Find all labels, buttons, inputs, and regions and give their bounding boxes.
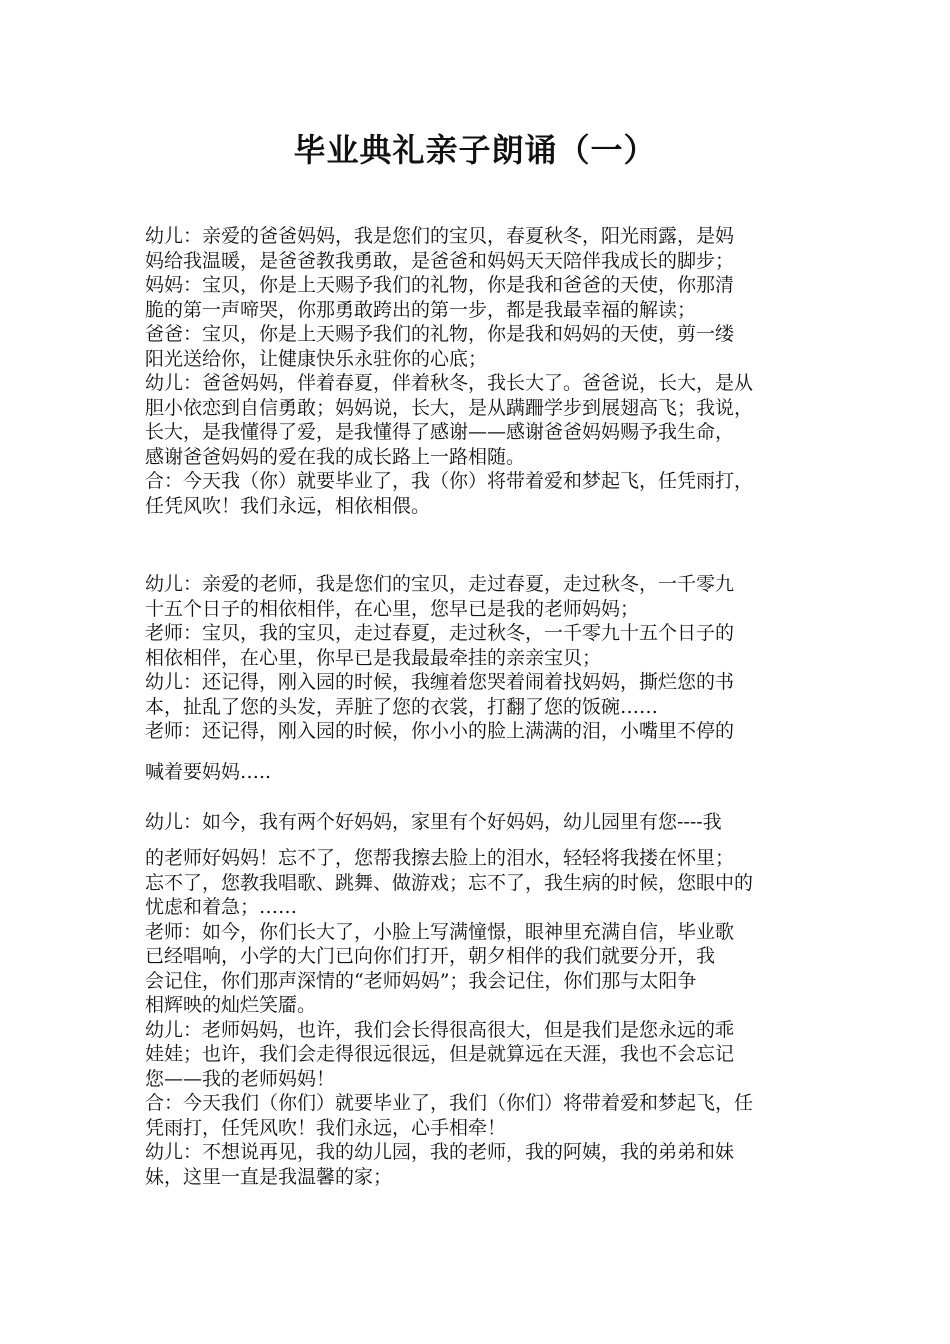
text-line: 幼儿：老师妈妈，也许，我们会长得很高很大，但是我们是您永远的乖	[145, 1018, 735, 1041]
text-line: 十五个日子的相依相伴，在心里，您早已是我的老师妈妈；	[145, 597, 640, 620]
text-line: 阳光送给你，让健康快乐永驻你的心底；	[145, 347, 488, 370]
text-line: 合：今天我们（你们）就要毕业了，我们（你们）将带着爱和梦起飞，任	[145, 1092, 754, 1114]
text-line: 爸爸：宝贝，你是上天赐予我们的礼物，你是我和妈妈的天使，剪一缕	[145, 323, 735, 345]
text-line: 娃娃；也许，我们会走得很远很远，但是就算远在天涯，我也不会忘记	[145, 1043, 735, 1065]
text-line: 脆的第一声啼哭，你那勇敢跨出的第一步，都是我最幸福的解读；	[145, 298, 697, 321]
text-line: 妈妈：宝贝，你是上天赐予我们的礼物，你是我和爸爸的天使，你那清	[145, 274, 735, 296]
text-line: 相辉映的灿烂笑靥。	[145, 994, 317, 1016]
text-line: 已经唱响，小学的大门已向你们打开，朝夕相伴的我们就要分开，我	[145, 945, 716, 967]
text-line: 相依相伴，在心里，你早已是我最最牵挂的亲亲宝贝；	[145, 646, 602, 669]
paragraph-section-3	[145, 846, 815, 1189]
text-line: 任凭风吹！我们永远，相依相偎。	[145, 494, 431, 517]
text-line: 幼儿：还记得，刚入园的时候，我缠着您哭着闹着找妈妈，撕烂您的书	[145, 671, 735, 693]
text-line: 凭雨打，任凭风吹！我们永远，心手相牵！	[145, 1116, 507, 1139]
text-line: 老师：还记得，刚入园的时候，你小小的脸上满满的泪，小嘴里不停的	[145, 720, 735, 742]
text-line: 幼儿：亲爱的老师，我是您们的宝贝，走过春夏，走过秋冬，一千零九	[145, 573, 735, 595]
text-line: 合：今天我（你）就要毕业了，我（你）将带着爱和梦起飞，任凭雨打，	[145, 470, 754, 492]
text-line: 忧虑和着急；……	[145, 896, 298, 918]
text-line: 感谢爸爸妈妈的爱在我的成长路上一路相随。	[145, 445, 526, 468]
text-line: 幼儿：亲爱的爸爸妈妈，我是您们的宝贝，春夏秋冬，阳光雨露，是妈	[145, 225, 735, 247]
text-line: 胆小依恋到自信勇敢；妈妈说，长大，是从蹒跚学步到展翅高飞；我说，	[145, 396, 754, 419]
text-line: 老师：宝贝，我的宝贝，走过春夏，走过秋冬，一千零九十五个日子的	[145, 622, 735, 644]
text-line: 本，扯乱了您的头发，弄脏了您的衣裳，打翻了您的饭碗……	[145, 695, 659, 718]
text-line: 的老师好妈妈！忘不了，您帮我擦去脸上的泪水，轻轻将我搂在怀里；	[145, 847, 735, 869]
paragraph-section-3-first	[145, 810, 815, 835]
text-line: 长大，是我懂得了爱，是我懂得了感谢——感谢爸爸妈妈赐予我生命，	[145, 421, 735, 443]
text-line: 幼儿：爸爸妈妈，伴着春夏，伴着秋冬，我长大了。爸爸说，长大，是从	[145, 372, 754, 394]
paragraph-section-1	[145, 224, 815, 518]
document-title: 毕业典礼亲子朗诵（一）	[293, 131, 657, 169]
text-line: 喊着要妈妈…..	[145, 761, 272, 783]
text-line: 老师：如今，你们长大了，小脸上写满憧憬，眼神里充满自信，毕业歌	[145, 920, 735, 943]
text-line: 忘不了，您教我唱歌、跳舞、做游戏；忘不了，我生病的时候，您眼中的	[145, 871, 754, 894]
paragraph-section-2	[145, 572, 815, 744]
text-line: 妈给我温暖，是爸爸教我勇敢，是爸爸和妈妈天天陪伴我成长的脚步；	[145, 249, 735, 272]
text-line: 幼儿：如今，我有两个好妈妈，家里有个好妈妈，幼儿园里有您----我	[145, 811, 722, 833]
paragraph-section-2-tail	[145, 760, 815, 785]
text-line: 妹，这里一直是我温馨的家；	[145, 1165, 393, 1188]
text-line: 会记住，你们那声深情的“老师妈妈”；我会记住，你们那与太阳争	[145, 969, 697, 992]
text-line: 幼儿：不想说再见，我的幼儿园，我的老师，我的阿姨，我的弟弟和妹	[145, 1141, 735, 1163]
text-line: 您——我的老师妈妈！	[145, 1067, 336, 1090]
